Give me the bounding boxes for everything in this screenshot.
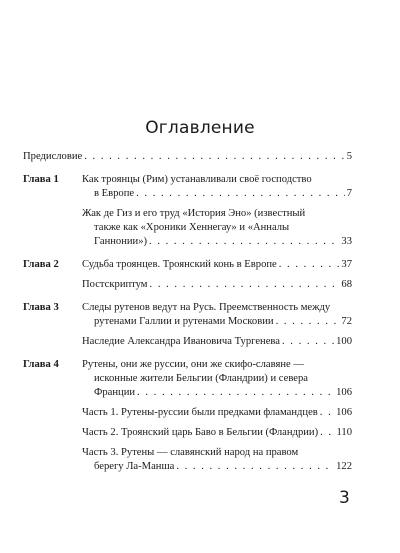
dot-leader [279, 258, 340, 272]
toc-entry[interactable] [82, 335, 352, 349]
toc-page-number: 106 [336, 387, 352, 398]
toc-entry[interactable] [82, 301, 352, 329]
dot-leader [84, 150, 344, 164]
toc-entry[interactable] [82, 426, 352, 440]
dot-leader [137, 386, 334, 400]
toc-page-number: 5 [346, 151, 352, 162]
toc-entry-title-line: Как троянцы (Рим) устанавливали своё господство [82, 174, 312, 185]
dot-leader [136, 187, 345, 201]
toc-entry[interactable] [82, 278, 352, 292]
toc-entry-title-line: Часть 1. Рутены-руссии были предками фламандцев [82, 407, 318, 418]
toc-entry[interactable] [82, 446, 352, 474]
toc-entry-title-line: Следы рутенов ведут на Русь. Преемственность между [82, 302, 331, 313]
toc-page-number: 7 [346, 188, 352, 199]
toc-entry[interactable] [82, 207, 352, 249]
toc-page-number: 122 [336, 461, 352, 472]
toc-entry[interactable] [82, 258, 352, 272]
chapter-label: Глава 2 [23, 259, 59, 270]
dot-leader [282, 335, 334, 349]
toc-entry-title: Предисловие [23, 151, 83, 162]
toc-page-number: 72 [341, 316, 352, 327]
toc-chapter-1 [23, 173, 352, 249]
dot-leader [320, 426, 334, 440]
toc-page-number: 68 [341, 279, 352, 290]
chapter-label: Глава 1 [23, 174, 59, 185]
toc-entry-preface[interactable] [23, 150, 352, 164]
toc-page-number: 106 [336, 407, 352, 418]
toc-entry-title-line: Ганнонии») [94, 236, 148, 247]
page-number: 3 [339, 488, 350, 508]
toc-entry-title-line: в Европе [94, 188, 135, 199]
toc-entry-title-line: берегу Ла-Манша [94, 461, 175, 472]
toc-entry-title-line: Наследие Александра Ивановича Тургенева [82, 336, 280, 347]
toc-chapter-2 [23, 258, 352, 292]
dot-leader [149, 235, 339, 249]
toc-entry-title-line: Франции [94, 387, 136, 398]
chapter-label: Глава 4 [23, 359, 59, 370]
toc-page-number: 100 [336, 336, 352, 347]
chapter-label: Глава 3 [23, 302, 59, 313]
toc-entry-title-line: Рутены, они же руссии, они же скифо-славяне — [82, 359, 304, 370]
toc-entry-title-line: рутенами Галлии и рутенами Московии [94, 316, 274, 327]
toc-entry-title-line: Судьба троянцев. Троянский конь в Европе [82, 259, 277, 270]
toc-entry[interactable] [82, 173, 352, 201]
toc-chapter-4 [23, 358, 352, 474]
toc-entry[interactable] [82, 406, 352, 420]
toc-entry-title-line: Часть 2. Троянский царь Баво в Бельгии (Фландрии) [82, 427, 319, 438]
toc-entry-title-line: Постскриптум [82, 279, 148, 290]
dot-leader [150, 278, 340, 292]
toc-entry-title-line: Часть 3. Рутены — славянский народ на правом [82, 447, 299, 458]
toc-entry[interactable] [82, 358, 352, 400]
dot-leader [320, 406, 334, 420]
toc-entry-title-line: исконные жители Бельгии (Фландрии) и севера [94, 373, 308, 384]
toc-page-number: 33 [341, 236, 352, 247]
toc-entry-title-line: Жак де Гиз и его труд «История Эно» (известный [82, 208, 306, 219]
table-of-contents [23, 150, 352, 474]
dot-leader [276, 315, 340, 329]
dot-leader [176, 460, 334, 474]
toc-entry-title-line: также как «Хроники Хеннегау» и «Анналы [94, 222, 290, 233]
page-title: Оглавление [145, 118, 255, 138]
toc-page-number: 110 [336, 427, 352, 438]
toc-page-number: 37 [341, 259, 352, 270]
toc-chapter-3 [23, 301, 352, 349]
